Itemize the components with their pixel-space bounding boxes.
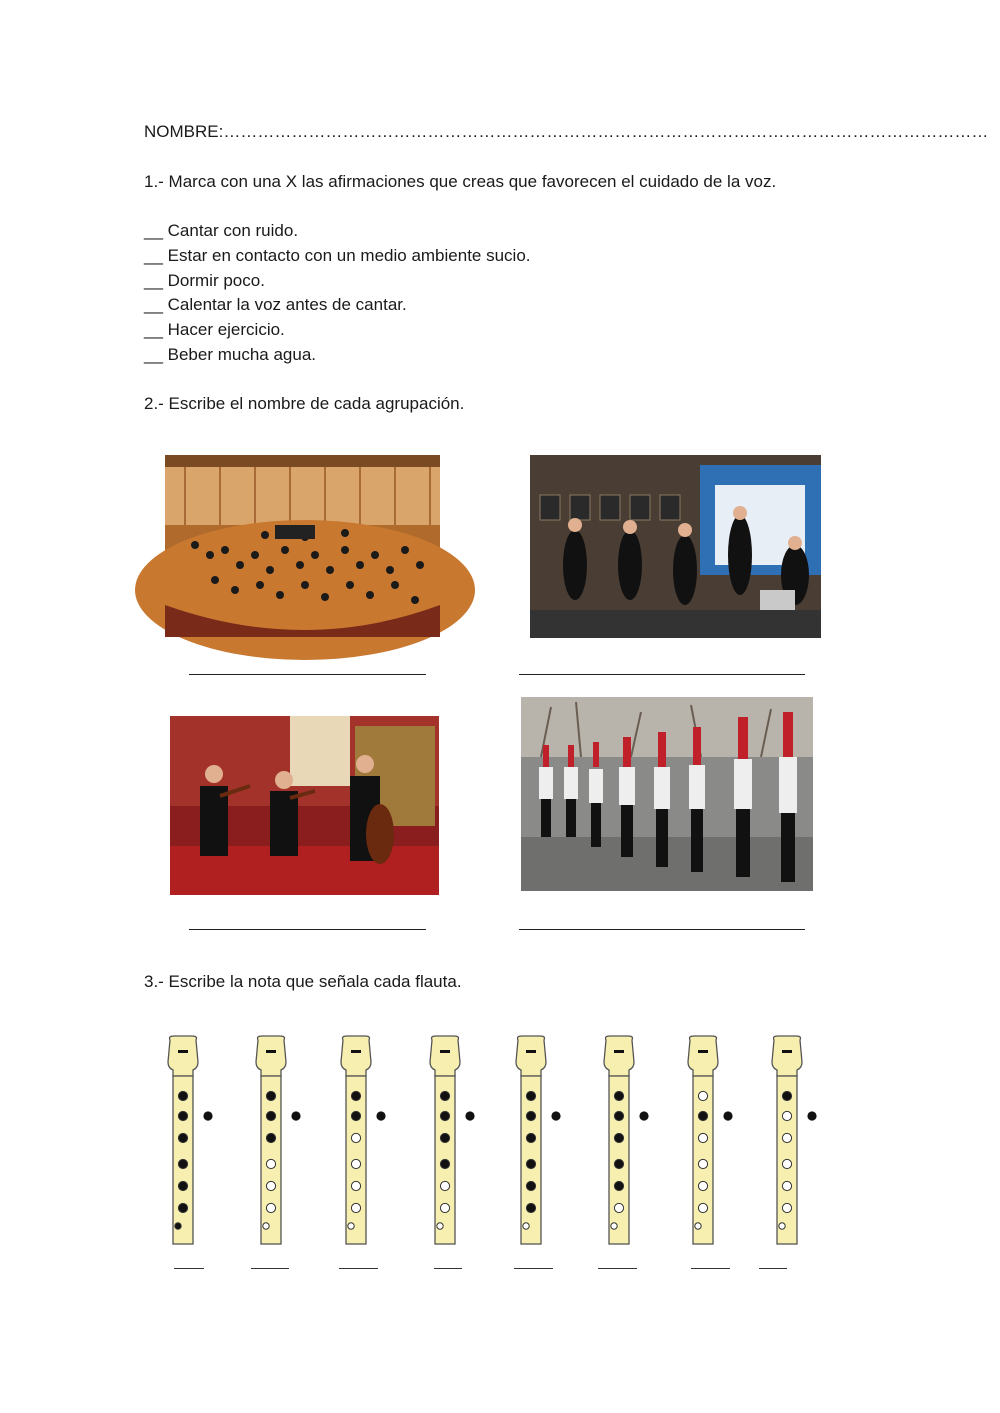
- recorder-head: [430, 1036, 460, 1076]
- recorder-svg: [601, 1036, 661, 1248]
- closed-hole: [178, 1159, 187, 1168]
- thumb-hole: [376, 1111, 385, 1120]
- recorder-head: [341, 1036, 371, 1076]
- marching-band-photo: [521, 697, 813, 891]
- open-hole: [263, 1223, 269, 1229]
- recorder-mouthpiece: [351, 1050, 361, 1053]
- recorder-mouthpiece: [782, 1050, 792, 1053]
- recorder-svg: [427, 1036, 487, 1248]
- closed-hole: [178, 1111, 187, 1120]
- closed-hole: [526, 1111, 535, 1120]
- note-answer-line[interactable]: [759, 1268, 787, 1269]
- recorder-diagram: [253, 1036, 313, 1248]
- note-answer-line[interactable]: [691, 1268, 730, 1269]
- open-hole: [351, 1133, 360, 1142]
- closed-hole: [526, 1203, 535, 1212]
- note-answer-line[interactable]: [598, 1268, 637, 1269]
- answer-line-1[interactable]: [189, 674, 426, 675]
- closed-hole: [440, 1111, 449, 1120]
- note-answer-line[interactable]: [339, 1268, 378, 1269]
- question-2: 2.- Escribe el nombre de cada agrupación.: [144, 394, 465, 413]
- open-hole: [348, 1223, 354, 1229]
- open-hole: [440, 1181, 449, 1190]
- closed-hole: [178, 1091, 187, 1100]
- closed-hole: [614, 1111, 623, 1120]
- open-hole: [782, 1159, 791, 1168]
- open-hole: [266, 1203, 275, 1212]
- closed-hole: [698, 1111, 707, 1120]
- recorder-head: [516, 1036, 546, 1076]
- open-hole: [611, 1223, 617, 1229]
- closed-hole: [351, 1111, 360, 1120]
- question-1: 1.- Marca con una X las afirmaciones que creas que favorecen el cuidado de la voz.: [144, 172, 777, 191]
- option-2: __ Estar en contacto con un medio ambiente sucio.: [144, 246, 531, 265]
- option-1: __ Cantar con ruido.: [144, 221, 299, 240]
- closed-hole: [175, 1223, 181, 1229]
- recorder-mouthpiece: [614, 1050, 624, 1053]
- closed-hole: [266, 1133, 275, 1142]
- note-answer-line[interactable]: [174, 1268, 204, 1269]
- open-hole: [351, 1203, 360, 1212]
- option-3: __ Dormir poco.: [144, 271, 265, 290]
- recorder-svg: [165, 1036, 225, 1248]
- recorder-head: [168, 1036, 198, 1076]
- note-answer-line[interactable]: [514, 1268, 553, 1269]
- orchestra-photo: [165, 455, 440, 637]
- open-hole: [698, 1181, 707, 1190]
- open-hole: [614, 1203, 623, 1212]
- recorder-svg: [769, 1036, 829, 1248]
- thumb-hole: [551, 1111, 560, 1120]
- option-5: __ Hacer ejercicio.: [144, 320, 285, 339]
- recorder-diagram: [427, 1036, 487, 1248]
- recorder-head: [256, 1036, 286, 1076]
- open-hole: [698, 1091, 707, 1100]
- closed-hole: [782, 1091, 791, 1100]
- open-hole: [698, 1133, 707, 1142]
- name-line: NOMBRE:………………………………………………………………………………………………………………………: [144, 122, 989, 141]
- option-6: __ Beber mucha agua.: [144, 345, 317, 364]
- closed-hole: [178, 1203, 187, 1212]
- open-hole: [351, 1159, 360, 1168]
- open-hole: [437, 1223, 443, 1229]
- recorder-svg: [685, 1036, 745, 1248]
- closed-hole: [526, 1181, 535, 1190]
- recorder-svg: [338, 1036, 398, 1248]
- open-hole: [523, 1223, 529, 1229]
- recorder-diagram: [513, 1036, 573, 1248]
- recorder-diagram: [685, 1036, 745, 1248]
- recorder-mouthpiece: [526, 1050, 536, 1053]
- open-hole: [782, 1203, 791, 1212]
- answer-line-3[interactable]: [189, 929, 426, 930]
- string-trio-photo: [170, 716, 439, 895]
- option-4: __ Calentar la voz antes de cantar.: [144, 295, 407, 314]
- thumb-hole: [723, 1111, 732, 1120]
- answer-line-4[interactable]: [519, 929, 805, 930]
- jazz-band-photo: [530, 455, 821, 638]
- open-hole: [779, 1223, 785, 1229]
- closed-hole: [178, 1133, 187, 1142]
- open-hole: [695, 1223, 701, 1229]
- open-hole: [782, 1111, 791, 1120]
- thumb-hole: [203, 1111, 212, 1120]
- recorder-diagram: [769, 1036, 829, 1248]
- thumb-hole: [807, 1111, 816, 1120]
- note-answer-line[interactable]: [434, 1268, 462, 1269]
- open-hole: [266, 1181, 275, 1190]
- closed-hole: [614, 1133, 623, 1142]
- note-answer-line[interactable]: [251, 1268, 289, 1269]
- answer-line-2[interactable]: [519, 674, 805, 675]
- question-3: 3.- Escribe la nota que señala cada flauta.: [144, 972, 462, 991]
- thumb-hole: [639, 1111, 648, 1120]
- closed-hole: [440, 1091, 449, 1100]
- recorder-mouthpiece: [698, 1050, 708, 1053]
- closed-hole: [614, 1091, 623, 1100]
- closed-hole: [526, 1091, 535, 1100]
- recorder-diagram: [601, 1036, 661, 1248]
- closed-hole: [351, 1091, 360, 1100]
- recorder-svg: [513, 1036, 573, 1248]
- recorder-head: [772, 1036, 802, 1076]
- open-hole: [782, 1181, 791, 1190]
- recorder-diagram: [165, 1036, 225, 1248]
- open-hole: [266, 1159, 275, 1168]
- open-hole: [698, 1203, 707, 1212]
- closed-hole: [526, 1133, 535, 1142]
- open-hole: [782, 1133, 791, 1142]
- thumb-hole: [465, 1111, 474, 1120]
- recorder-mouthpiece: [178, 1050, 188, 1053]
- thumb-hole: [291, 1111, 300, 1120]
- recorder-diagram: [338, 1036, 398, 1248]
- recorder-mouthpiece: [440, 1050, 450, 1053]
- open-hole: [351, 1181, 360, 1190]
- closed-hole: [266, 1091, 275, 1100]
- closed-hole: [526, 1159, 535, 1168]
- open-hole: [698, 1159, 707, 1168]
- open-hole: [440, 1203, 449, 1212]
- closed-hole: [614, 1159, 623, 1168]
- closed-hole: [178, 1181, 187, 1190]
- recorder-svg: [253, 1036, 313, 1248]
- recorder-head: [688, 1036, 718, 1076]
- recorder-mouthpiece: [266, 1050, 276, 1053]
- closed-hole: [440, 1133, 449, 1142]
- closed-hole: [440, 1159, 449, 1168]
- recorder-head: [604, 1036, 634, 1076]
- closed-hole: [266, 1111, 275, 1120]
- closed-hole: [614, 1181, 623, 1190]
